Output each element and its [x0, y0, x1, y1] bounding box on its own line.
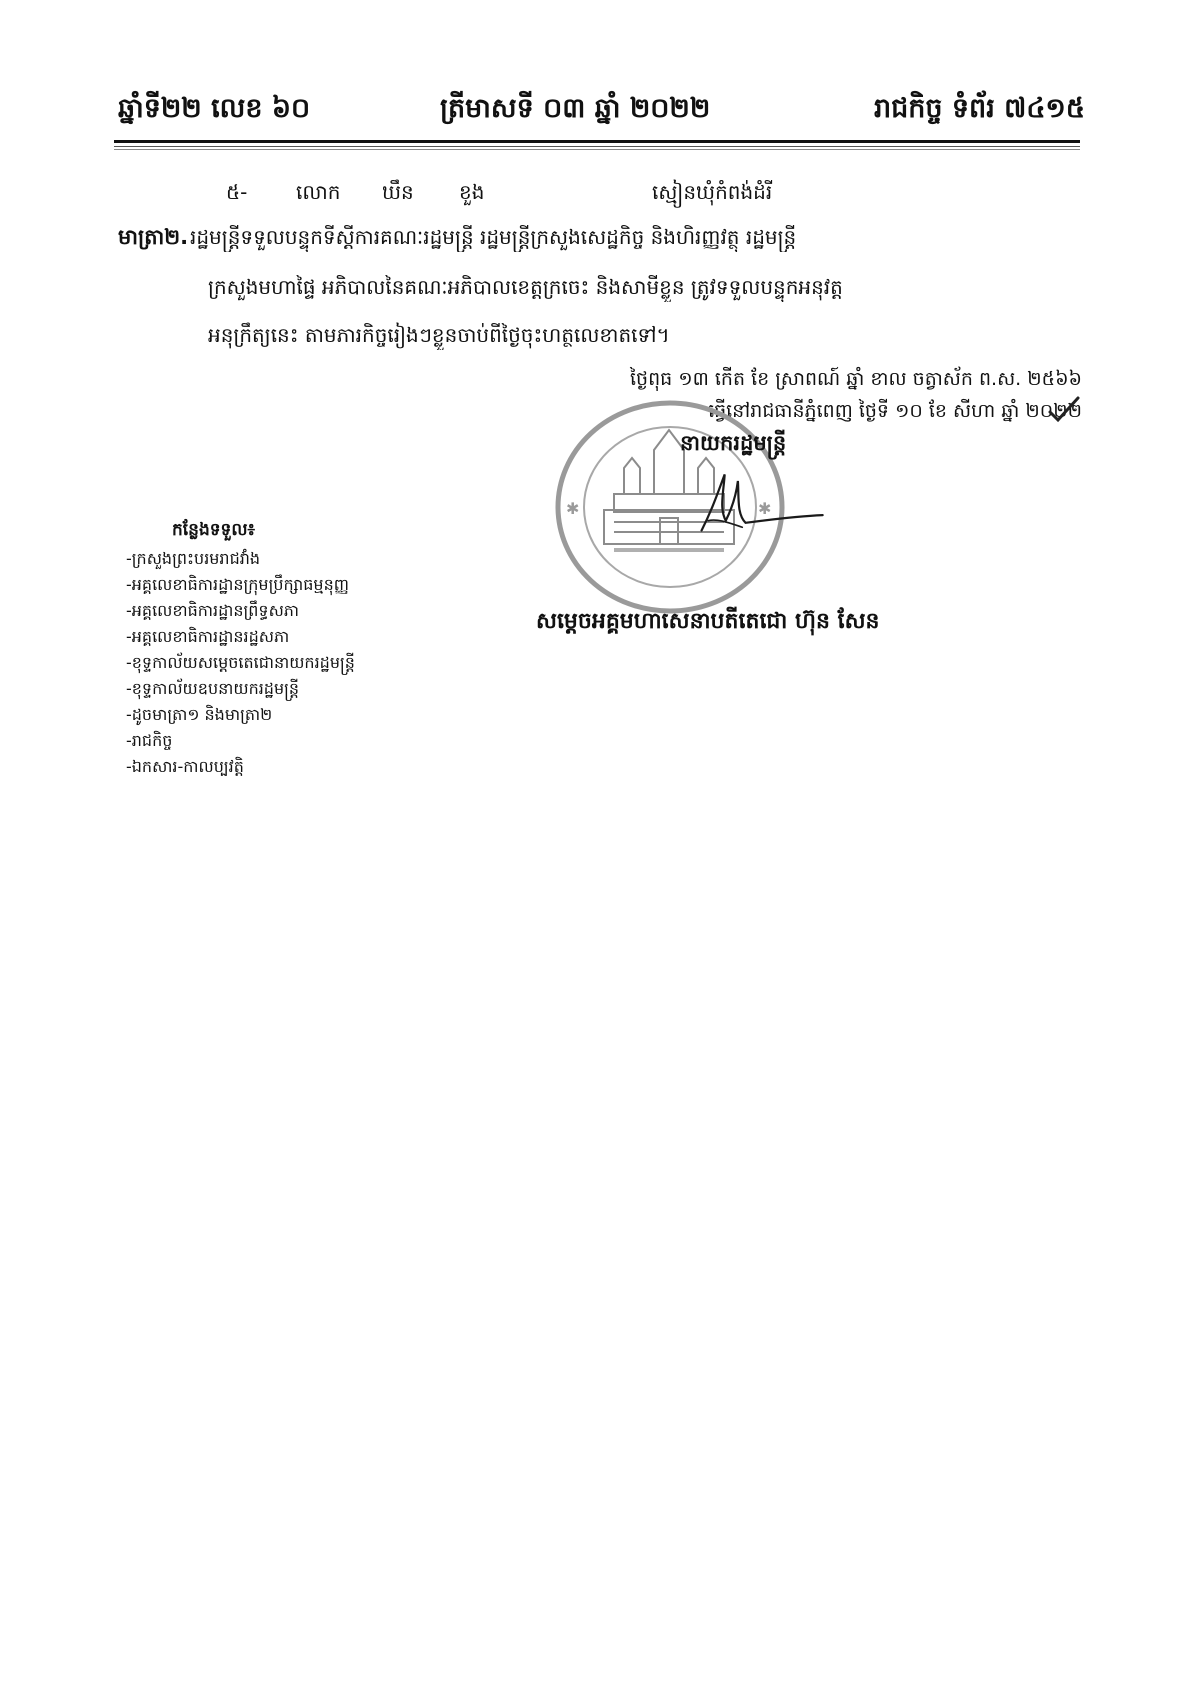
article-line-2: ក្រសួងមហាផ្ទៃ អភិបាលនៃគណៈអភិបាលខេត្តក្រចេះ និងសាមីខ្លួន ត្រូវទទួលបន្ទុកអនុវត្ត	[208, 275, 843, 299]
member-family-name: ឃឹន	[382, 180, 414, 204]
member-role: ស្មៀនឃុំកំពង់ដំរី	[652, 180, 773, 204]
recipient-item: -រាជកិច្ច	[126, 731, 173, 750]
svg-text:✱: ✱	[758, 499, 772, 518]
recipient-item: -ខុទ្ទកាល័យសម្តេចតេជោនាយករដ្ឋមន្ត្រី	[126, 653, 355, 672]
article-line-3: អនុក្រឹត្យនេះ តាមភារកិច្ចរៀងៗខ្លួនចាប់ពីថ្ងៃចុះហត្ថលេខាតទៅ។	[208, 323, 670, 347]
recipients-title: កន្លែងទទួល៖	[172, 520, 256, 540]
article-label: មាត្រា២.	[118, 225, 189, 249]
header-quarter: ត្រីមាសទី ០៣ ឆ្នាំ ២០២២	[440, 93, 711, 124]
svg-text:✱: ✱	[566, 499, 580, 518]
solar-date: ធ្វើនៅរាជធានីភ្នំពេញ ថ្ងៃទី ១០ ខែ សីហា ឆ្នាំ ២០២២	[708, 400, 1082, 422]
recipients-list	[126, 546, 355, 780]
checkmark-icon	[1046, 394, 1082, 424]
header-rule-thin-2	[114, 149, 1080, 150]
handwritten-signature	[620, 470, 880, 590]
header-rule-thin	[114, 146, 1080, 147]
member-number: ៥-	[226, 180, 248, 204]
member-given-name: ខួង	[459, 180, 485, 204]
lunar-date: ថ្ងៃពុធ ១៣ កើត ខែ ស្រាពណ៍ ឆ្នាំ ខាល ចត្វាស័ក ព.ស. ២៥៦៦	[629, 368, 1082, 390]
member-title: លោក	[296, 180, 341, 204]
recipient-item: -ក្រសួងព្រះបរមរាជវាំង	[126, 549, 261, 568]
recipient-item: -ខុទ្ទកាល័យឧបនាយករដ្ឋមន្ត្រី	[126, 679, 300, 698]
recipient-item: -ដូចមាត្រា១ និងមាត្រា២	[126, 705, 273, 724]
recipient-item: -ឯកសារ-កាលប្បវត្តិ	[126, 757, 244, 776]
header-year-issue: ឆ្នាំទី២២ លេខ ៦០	[118, 93, 311, 124]
signer-name: សម្តេចអគ្គមហាសេនាបតីតេជោ ហ៊ុន សែន	[536, 609, 880, 634]
header-page-number: រាជកិច្ច ទំព័រ ៧៤១៥	[873, 93, 1085, 124]
signer-title: នាយករដ្ឋមន្ត្រី	[680, 431, 787, 455]
recipient-item: -អគ្គលេខាធិការដ្ឋានរដ្ឋសភា	[126, 627, 290, 646]
header-rule	[114, 140, 1080, 143]
article-line-1: រដ្ឋមន្ត្រីទទួលបន្ទុកទីស្តីការគណៈរដ្ឋមន្ត្រី រដ្ឋមន្ត្រីក្រសួងសេដ្ឋកិច្ច និងហិរញ្ញវត្ថុ រដ្ឋមន្ត្រី	[190, 225, 797, 249]
recipient-item: -អគ្គលេខាធិការដ្ឋានព្រឹទ្ធសភា	[126, 601, 300, 620]
recipient-item: -អគ្គលេខាធិការដ្ឋានក្រុមប្រឹក្សាធម្មនុញ្ញ	[126, 575, 349, 594]
